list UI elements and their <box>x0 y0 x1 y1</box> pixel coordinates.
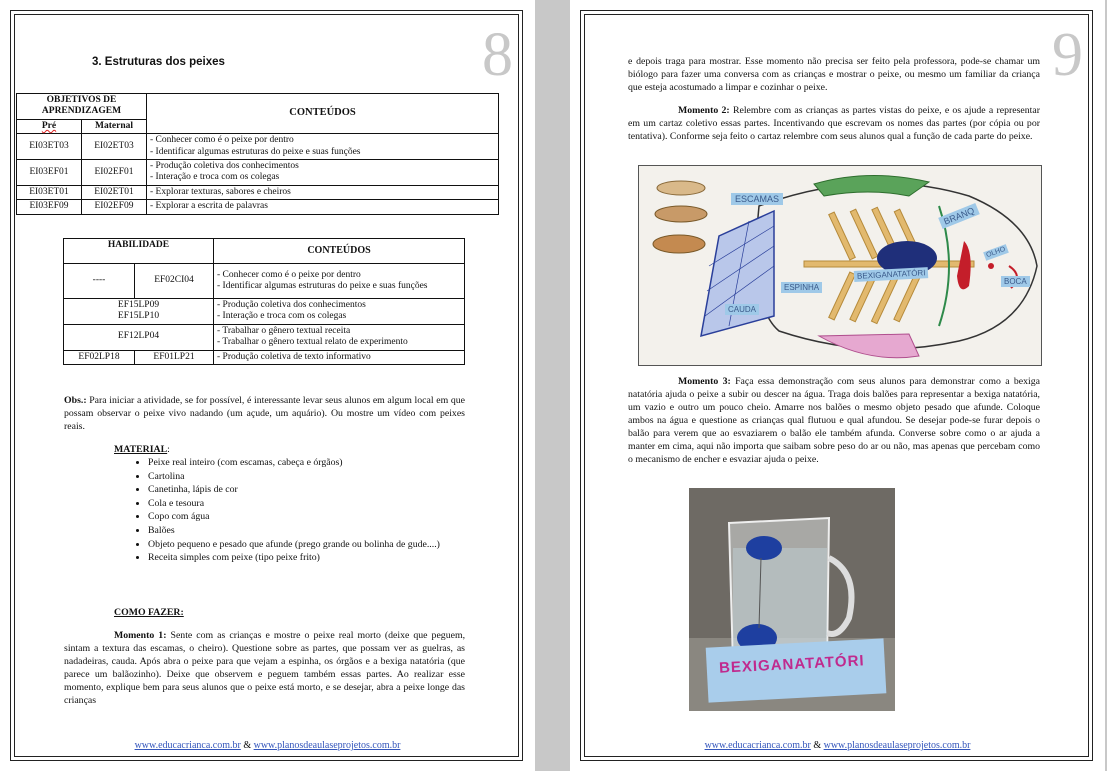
objectives-table <box>16 93 499 215</box>
cell-conteudo: - Explorar a escrita de palavras <box>147 200 499 214</box>
momento2-label: Momento 2: <box>678 105 730 116</box>
footer <box>0 740 535 751</box>
footer <box>570 740 1105 751</box>
cup-experiment-photo <box>689 488 895 711</box>
momento2-paragraph <box>628 104 1040 143</box>
cell-pre: EI03ET01 <box>17 185 82 199</box>
header-habilidade: HABILIDADE <box>64 239 214 264</box>
cell-conteudo <box>147 159 499 185</box>
momento1-label: Momento 1: <box>114 630 167 641</box>
conteudo-line: - Conhecer como é o peixe por dentro <box>217 269 361 280</box>
label-branquias: BRANQ <box>938 203 980 229</box>
footer-link-planos[interactable]: www.planosdeaulaseprojetos.com.br <box>253 740 401 751</box>
conteudo-line: - Produção coletiva dos conhecimentos <box>217 300 366 310</box>
cell-pre: EI03EF01 <box>17 159 82 185</box>
label-cauda: CAUDA <box>725 304 759 315</box>
list-item: • Objeto pequeno e pesado que afunde (prego grande ou bolinha de gude....) <box>148 538 466 552</box>
obs-label: Obs.: <box>64 395 87 406</box>
table-row <box>17 200 499 214</box>
page-number: 9 <box>1052 21 1083 89</box>
cell-habilidade: EF02CI04 <box>135 264 214 299</box>
page-number: 8 <box>482 21 513 89</box>
momento3-paragraph <box>628 375 1040 466</box>
list-item: • Balões <box>148 524 466 538</box>
cell-habilidade <box>64 299 214 325</box>
cell-conteudo: - Explorar texturas, sabores e cheiros <box>147 185 499 199</box>
cell-maternal: EI02ET03 <box>82 134 147 160</box>
conteudo-line: - Identificar algumas estruturas do peixe e suas funções <box>150 146 361 157</box>
cell-maternal: EI02ET01 <box>82 185 147 199</box>
table-row <box>64 350 465 364</box>
conteudo-line: - Conhecer como é o peixe por dentro <box>150 135 294 146</box>
table-row <box>64 299 465 325</box>
fish-poster-drawing <box>639 166 1041 365</box>
momento1-text: Sente com as crianças e mostre o peixe real morto (deixe que peguem, sintam a textura das escamas, o cheiro). Questione sobre as partes, que possam ver as guelras, as nadadeiras, cauda. Após abra o peixe para que vejam a espinha, os órgãos e a bexiga natatória (que parece um balãozinho). Deixe que observem e peguem também essas partes. Ao realizar esse momento, explique bem para seus alunos que o peixe está morto, e se desejar, abra a peixe longe das crianças <box>64 630 466 706</box>
habilidade-code: EF15LP10 <box>117 311 160 322</box>
cell-habilidade: EF02LP18 <box>64 350 135 364</box>
label-escamas: ESCAMAS <box>731 193 783 205</box>
momento3-text: Faça essa demonstração com seus alunos para demonstrar como a bexiga natatória ajuda o peixe a subir ou descer na água. Traga dois balões para representar a bexiga natatória, um vazio e outro um pouco cheio. Amarre nos balões o mesmo objeto pesado que afunde. Coloque ambos na água e questione as crianças qual flutuou e qual afundou. Se desejar pode-se furar depois o balão para verem que ao esvaziarem o balão ele também afunda. Converse sobre como o ar ajuda a manter em cima, aqui não importa que saibam sobre peso do ar ou não, mas apenas que percebam como o mecanismo de encher e esvaziar ajuda o peixe. <box>628 376 1040 465</box>
conteudo-line: - Interação e troca com os colegas <box>150 172 280 183</box>
material-list <box>114 456 466 565</box>
cup-card-label: BEXIGANATATÓRI <box>718 652 866 677</box>
page-9 <box>570 0 1105 771</box>
header-conteudos: CONTEÚDOS <box>147 94 499 134</box>
cup-drawing <box>689 488 895 711</box>
cell-conteudo <box>214 324 465 350</box>
fish-poster-photo <box>638 165 1042 366</box>
list-item: • Canetinha, lápis de cor <box>148 483 466 497</box>
cell-conteudo: - Produção coletiva de texto informativo <box>214 350 465 364</box>
cell-pre: EI03ET03 <box>17 134 82 160</box>
cell-conteudo <box>214 299 465 325</box>
label-boca: BOCA <box>1001 276 1030 287</box>
footer-link-planos[interactable]: www.planosdeaulaseprojetos.com.br <box>823 740 971 751</box>
label-bexiga: BEXIGANATATÓRI <box>854 267 929 282</box>
table-row <box>17 159 499 185</box>
momento1-paragraph <box>64 629 465 707</box>
table-row <box>64 324 465 350</box>
skills-table <box>63 238 465 365</box>
label-espinha: ESPINHA <box>781 282 822 293</box>
cell-maternal: EI02EF01 <box>82 159 147 185</box>
conteudo-line: - Identificar algumas estruturas do peixe e suas funções <box>217 281 428 291</box>
habilidade-code: EF15LP09 <box>117 300 160 310</box>
conteudo-line: - Interação e troca com os colegas <box>217 311 347 322</box>
material-heading: MATERIAL: <box>114 444 170 455</box>
header-conteudos: CONTEÚDOS <box>214 239 465 264</box>
label-olho: OLHO <box>983 244 1008 261</box>
cell-pre: EI03EF09 <box>17 200 82 214</box>
cell-maternal: EI02EF09 <box>82 200 147 214</box>
footer-amp: & <box>810 740 824 751</box>
conteudo-line: - Trabalhar o gênero textual receita <box>217 325 351 336</box>
obs-paragraph <box>64 394 465 433</box>
material-title: MATERIAL <box>114 444 168 455</box>
list-item: • Cartolina <box>148 470 466 484</box>
obs-text: Para iniciar a atividade, se for possível, é interessante levar seus alunos em algum local em que possam observar o peixe vivo nadando (um açude, um aquário). Ou mostre um vídeo com peixes reais. <box>64 395 465 432</box>
table-row <box>17 134 499 160</box>
intro-paragraph: e depois traga para mostrar. Esse momento não precisa ser feito pela professora, pode-se chamar um biólogo para fazer uma conversa com as crianças e mostrar o peixe, ou mesmo um familiar da criança que esteja acostumado a limpar e cozinhar o peixe. <box>628 56 1040 93</box>
cell-conteudo <box>147 134 499 160</box>
table-row <box>17 185 499 199</box>
conteudo-line: - Trabalhar o gênero textual relato de experimento <box>217 337 408 348</box>
conteudo-line: - Produção coletiva dos conhecimentos <box>150 160 299 171</box>
momento2-text: Relembre com as crianças as partes vistas do peixe, e os ajude a representar em um cartaz coletivo essas partes. Incentivando que escrevam os nomes das partes (por cópia ou por tentativa). Conforme seja feito o cartaz relembre com seus alunos qual a função de cada parte do peixe. <box>628 105 1040 142</box>
momento3-label: Momento 3: <box>678 376 731 387</box>
como-fazer-title: COMO FAZER: <box>114 607 184 618</box>
footer-link-educacrianca[interactable]: www.educacrianca.com.br <box>134 740 241 751</box>
list-item: • Receita simples com peixe (tipo peixe frito) <box>148 551 466 565</box>
como-fazer-heading <box>114 606 184 619</box>
cell-habilidade: EF01LP21 <box>135 350 214 364</box>
header-objetivos: OBJETIVOS DE APRENDIZAGEM <box>17 94 147 120</box>
list-item: • Peixe real inteiro (com escamas, cabeça e órgãos) <box>148 456 466 470</box>
page-8 <box>0 0 535 771</box>
subheader-pre: Pré <box>17 119 82 133</box>
cell-conteudo <box>214 264 465 299</box>
footer-amp: & <box>240 740 254 751</box>
balloon-icon <box>746 536 782 560</box>
footer-link-educacrianca[interactable]: www.educacrianca.com.br <box>704 740 811 751</box>
fish-skeleton-icon <box>653 181 707 253</box>
table-row <box>64 264 465 299</box>
section-title: 3. Estruturas dos peixes <box>92 56 225 68</box>
list-item: • Copo com água <box>148 510 466 524</box>
subheader-maternal: Maternal <box>82 119 147 133</box>
list-item: • Cola e tesoura <box>148 497 466 511</box>
cell-habilidade: EF12LP04 <box>64 324 214 350</box>
cell-habilidade: ---- <box>64 264 135 299</box>
